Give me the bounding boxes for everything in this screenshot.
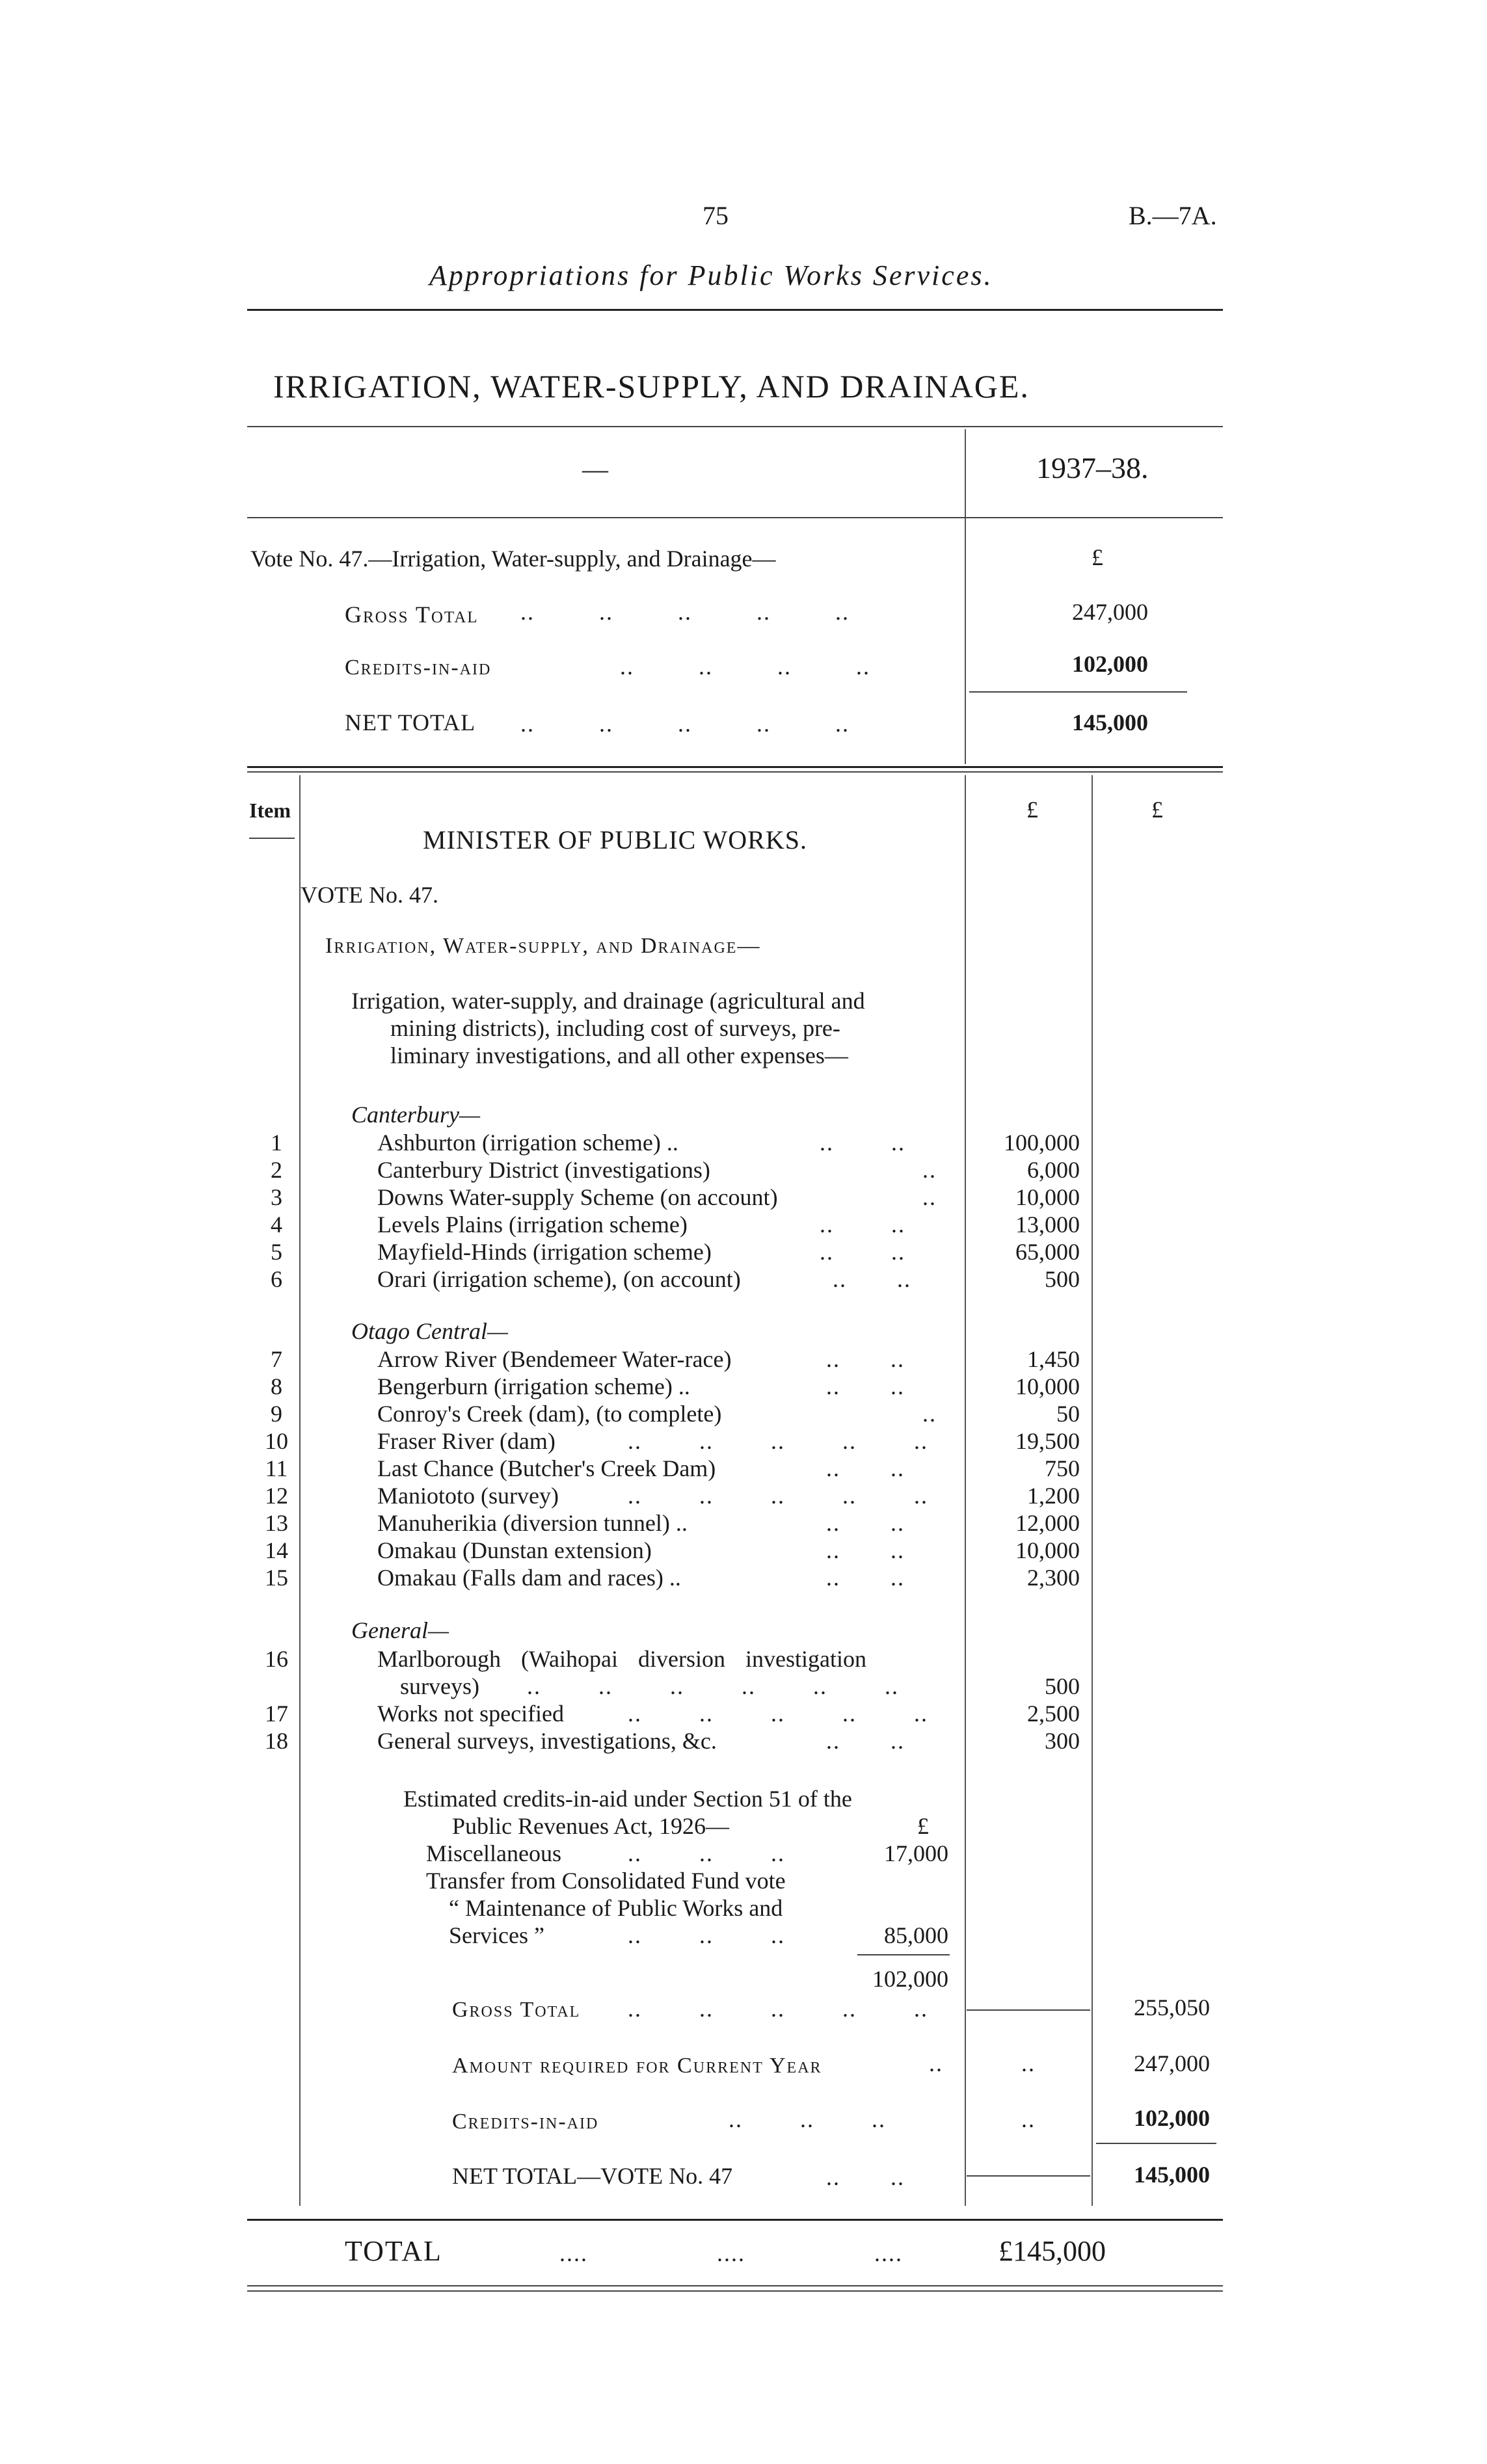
item-number: 14 — [265, 1537, 288, 1563]
item-number: 3 — [271, 1184, 282, 1210]
minister-heading: MINISTER OF PUBLIC WORKS. — [423, 825, 807, 854]
leader-dots: .. — [929, 2050, 943, 2076]
credits-transfer-line-2: “ Maintenance of Public Works and — [449, 1895, 783, 1921]
page-subtitle: Appropriations for Public Works Services. — [429, 259, 993, 291]
description-line-2: mining districts), including cost of surveys, pre- — [390, 1015, 840, 1041]
leader-dots: .... .... .... — [559, 2240, 903, 2266]
item-number: 4 — [271, 1212, 282, 1238]
item-number: 16 — [265, 1646, 288, 1672]
credits-misc-value: 17,000 — [884, 1840, 948, 1866]
leader-dots: .. .. — [833, 1266, 911, 1292]
group-heading-general: General— — [351, 1617, 449, 1643]
grand-total-label: TOTAL — [345, 2235, 442, 2267]
item-number: 9 — [271, 1401, 282, 1427]
credits-transfer-value: 85,000 — [884, 1922, 948, 1948]
summary-currency: £ — [1092, 544, 1103, 570]
item-label: Manuherikia (diversion tunnel) .. — [377, 1510, 688, 1536]
vote-subheading: Irrigation, Water-supply, and Drainage— — [325, 934, 761, 958]
item-label: Maniototo (survey) — [377, 1483, 559, 1509]
item-label: Mayfield-Hinds (irrigation scheme) — [377, 1239, 712, 1265]
summary-top-rule — [247, 426, 1223, 427]
detail-credits-label: Credits-in-aid — [452, 2110, 599, 2134]
summary-net-total-value: 145,000 — [1072, 709, 1148, 735]
leader-dots: .. .. — [826, 2164, 905, 2190]
vote-heading: VOTE No. 47. — [301, 882, 438, 908]
item-column-divider — [299, 775, 301, 2206]
item-amount: 10,000 — [1015, 1184, 1080, 1210]
summary-header-rule — [247, 517, 1223, 518]
leader-dots: .. .. — [826, 1537, 905, 1563]
second-amount-divider — [1092, 775, 1093, 2206]
leader-dots: .. .. — [826, 1373, 905, 1399]
summary-gross-total-value: 247,000 — [1072, 599, 1148, 625]
item-label: Levels Plains (irrigation scheme) — [377, 1212, 688, 1238]
detail-currency-col2: £ — [1151, 797, 1163, 823]
footer-bottom-rule-2 — [247, 2290, 1223, 2292]
footer-bottom-rule — [247, 2285, 1223, 2286]
summary-dash: — — [582, 455, 608, 484]
item-amount: 300 — [1045, 1728, 1080, 1754]
credits-note-line-2: Public Revenues Act, 1926— — [452, 1813, 729, 1839]
credits-subtotal-rule — [857, 1954, 950, 1955]
leader-dots: .. .. — [820, 1130, 905, 1156]
summary-bottom-rule-2 — [247, 771, 1223, 773]
item-label: Last Chance (Butcher's Creek Dam) — [377, 1455, 716, 1481]
item-number: 1 — [271, 1130, 282, 1156]
leader-dots: .. .. .. — [729, 2106, 886, 2132]
leader-dots: .. — [1021, 2050, 1036, 2076]
detail-net-rule-2 — [967, 2175, 1090, 2177]
item-number: 18 — [265, 1728, 288, 1754]
item-label-continued: surveys) — [400, 1673, 479, 1699]
leader-dots: .. .. .. .. .. — [520, 711, 850, 737]
leader-dots: .. .. — [826, 1728, 905, 1754]
item-amount: 19,500 — [1015, 1428, 1080, 1454]
credits-subtotal-value: 102,000 — [872, 1966, 948, 1992]
item-number: 17 — [265, 1701, 288, 1727]
description-line-1: Irrigation, water-supply, and drainage (agricultural and — [351, 988, 865, 1014]
leader-dots: .. .. — [826, 1346, 905, 1372]
summary-credits-value: 102,000 — [1072, 651, 1148, 677]
item-column-header: Item — [249, 799, 291, 822]
leader-dots: .. .. — [826, 1565, 905, 1591]
item-label: Marlborough (Waihopai diversion investigation — [377, 1646, 866, 1672]
item-label: Ashburton (irrigation scheme) .. — [377, 1130, 678, 1156]
description-line-3: liminary investigations, and all other expenses— — [390, 1042, 848, 1068]
item-label: Conroy's Creek (dam), (to complete) — [377, 1401, 722, 1427]
item-number: 8 — [271, 1373, 282, 1399]
item-number: 6 — [271, 1266, 282, 1292]
leader-dots: .. — [1021, 2106, 1036, 2132]
document-reference: B.—7A. — [1129, 201, 1217, 230]
item-label: Orari (irrigation scheme), (on account) — [377, 1266, 741, 1292]
item-amount: 100,000 — [1004, 1130, 1080, 1156]
item-amount: 50 — [1056, 1401, 1080, 1427]
leader-dots: .. — [922, 1157, 937, 1183]
item-amount: 500 — [1045, 1266, 1080, 1292]
summary-net-total-label: NET TOTAL — [345, 709, 476, 735]
gross-total-rule — [967, 2009, 1090, 2011]
item-label: General surveys, investigations, &c. — [377, 1728, 717, 1754]
leader-dots: .. .. .. .. — [620, 654, 870, 680]
leader-dots: .. .. .. .. .. — [520, 599, 850, 625]
detail-currency-col1: £ — [1026, 797, 1038, 823]
item-label: Fraser River (dam) — [377, 1428, 556, 1454]
amount-required-value: 247,000 — [1134, 2050, 1210, 2076]
credits-transfer-line-3: Services ” — [449, 1922, 544, 1948]
item-amount: 500 — [1045, 1673, 1080, 1699]
leader-dots: .. — [922, 1184, 937, 1210]
summary-subtotal-rule — [969, 691, 1187, 693]
leader-dots: .. .. .. — [628, 1922, 785, 1948]
amount-required-label: Amount required for Current Year — [452, 2054, 822, 2078]
item-number: 15 — [265, 1565, 288, 1591]
credits-misc-label: Miscellaneous — [426, 1840, 561, 1866]
item-amount: 2,500 — [1027, 1701, 1080, 1727]
item-amount: 10,000 — [1015, 1537, 1080, 1563]
item-number: 2 — [271, 1157, 282, 1183]
grand-total-value: £145,000 — [998, 2235, 1106, 2267]
item-label: Omakau (Dunstan extension) — [377, 1537, 652, 1563]
leader-dots: .. .. — [826, 1510, 905, 1536]
item-amount: 2,300 — [1027, 1565, 1080, 1591]
group-heading-canterbury: Canterbury— — [351, 1102, 480, 1128]
gross-total-value: 255,050 — [1134, 1994, 1210, 2020]
leader-dots: .. .. — [820, 1212, 905, 1238]
credits-note-currency: £ — [917, 1813, 929, 1839]
summary-bottom-rule — [247, 766, 1223, 768]
summary-gross-total-label: Gross Total — [345, 602, 479, 628]
gross-total-label: Gross Total — [452, 1998, 581, 2022]
section-title: IRRIGATION, WATER-SUPPLY, AND DRAINAGE. — [273, 368, 1030, 404]
item-label: Downs Water-supply Scheme (on account) — [377, 1184, 778, 1210]
item-label: Works not specified — [377, 1701, 565, 1727]
item-amount: 750 — [1045, 1455, 1080, 1481]
summary-vote-label: Vote No. 47.—Irrigation, Water-supply, and Drainage— — [250, 546, 776, 572]
item-label: Bengerburn (irrigation scheme) .. — [377, 1373, 690, 1399]
header-rule — [247, 309, 1223, 311]
leader-dots: .. .. .. — [628, 1840, 785, 1866]
item-number: 7 — [271, 1346, 282, 1372]
item-amount: 12,000 — [1015, 1510, 1080, 1536]
summary-credits-label: Credits-in-aid — [345, 656, 492, 680]
detail-net-rule — [1096, 2143, 1216, 2144]
summary-year-header: 1937–38. — [1036, 451, 1149, 484]
leader-dots: .. .. .. .. .. .. — [527, 1673, 899, 1699]
item-label: Canterbury District (investigations) — [377, 1157, 710, 1183]
item-label: Arrow River (Bendemeer Water-race) — [377, 1346, 732, 1372]
credits-transfer-line-1: Transfer from Consolidated Fund vote — [426, 1868, 786, 1894]
leader-dots: .. .. .. .. .. — [628, 1483, 928, 1509]
item-label: Omakau (Falls dam and races) .. — [377, 1565, 681, 1591]
leader-dots: .. — [922, 1401, 937, 1427]
item-amount: 65,000 — [1015, 1239, 1080, 1265]
item-number: 10 — [265, 1428, 288, 1454]
item-number: 5 — [271, 1239, 282, 1265]
item-amount: 1,450 — [1027, 1346, 1080, 1372]
page-number: 75 — [703, 201, 729, 230]
detail-credits-value: 102,000 — [1134, 2105, 1210, 2131]
group-heading-otago-central: Otago Central— — [351, 1318, 509, 1344]
detail-net-total-value: 145,000 — [1134, 2162, 1210, 2188]
detail-net-total-label: NET TOTAL—VOTE No. 47 — [452, 2163, 733, 2189]
item-amount: 6,000 — [1027, 1157, 1080, 1183]
summary-column-divider — [965, 429, 966, 764]
leader-dots: .. .. — [820, 1239, 905, 1265]
footer-top-rule — [247, 2219, 1223, 2221]
item-amount: 13,000 — [1015, 1212, 1080, 1238]
leader-dots: .. .. .. .. .. — [628, 1996, 928, 2022]
first-amount-divider — [965, 775, 966, 2206]
item-number: 13 — [265, 1510, 288, 1536]
leader-dots: .. .. — [826, 1455, 905, 1481]
item-header-rule — [249, 838, 295, 839]
item-amount: 10,000 — [1015, 1373, 1080, 1399]
leader-dots: .. .. .. .. .. — [628, 1428, 928, 1454]
item-amount: 1,200 — [1027, 1483, 1080, 1509]
item-number: 12 — [265, 1483, 288, 1509]
item-number: 11 — [265, 1455, 288, 1481]
leader-dots: .. .. .. .. .. — [628, 1701, 928, 1727]
credits-note-line-1: Estimated credits-in-aid under Section 51 of the — [403, 1786, 852, 1812]
